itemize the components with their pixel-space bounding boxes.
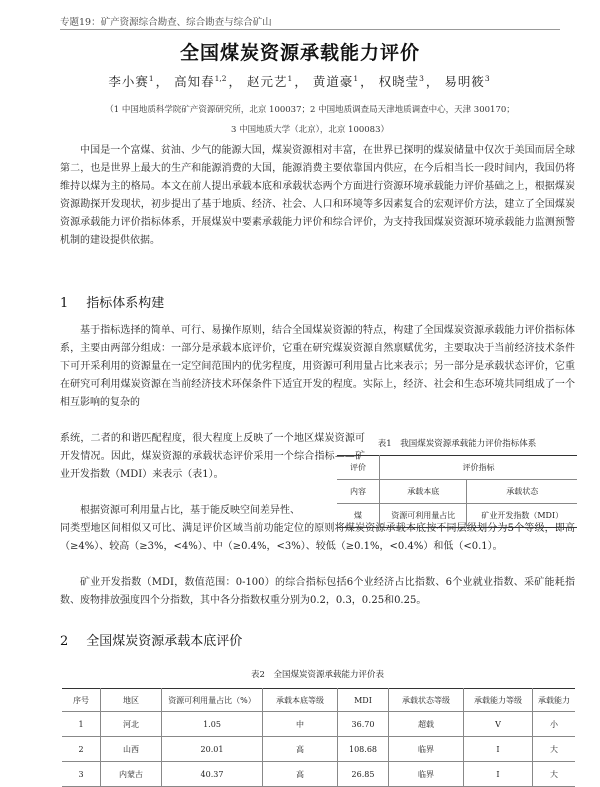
table-cell: 1.05 (162, 712, 263, 737)
table-cell: 矿业开发指数（MDI） (467, 504, 577, 528)
affiliation-line-2: 3 中国地质大学（北京），北京 100083） (230, 125, 389, 135)
section-number: 2 (60, 634, 69, 649)
table-cell: Ⅰ (464, 737, 533, 762)
body-paragraph-2: 根据资源可利用量占比，基于能反映空间差异性、 (80, 505, 300, 516)
author-name: 易明筱 (444, 74, 485, 89)
author-name: 权晓莹 (378, 74, 420, 89)
table-cell: 36.70 (338, 712, 389, 737)
table-cell: 40.37 (162, 762, 263, 787)
table-row (62, 712, 575, 737)
table-cell: 高 (263, 737, 338, 762)
section-title: 全国煤炭资源承载本底评价 (86, 634, 243, 649)
table-cell: 2 (62, 737, 101, 762)
author-affiliation-mark: 3 (484, 73, 490, 83)
table-cell: 评价指标 (380, 456, 578, 480)
running-head: 专题19：矿产资源综合勘查、综合勘查与综合矿山 (60, 17, 272, 28)
section-number: 1 (60, 296, 69, 311)
column-header: 承载状态等级 (389, 689, 464, 712)
table-row (337, 456, 577, 480)
column-header: 承载能力等级 (464, 689, 533, 712)
body-paragraph-1: 基于指标选择的简单、可行、易操作原则，结合全国煤炭资源的特点，构建了全国煤炭资源承载能力评价指标体系，主要由两部分组成：一部分是承载本底评价，它重在研究煤炭资源自然禀赋优劣，主要取决于当前经济技术条件下可开采利用的资源量在一定空间范围内的优劣程度，用资源可利用量占比来表示；另一部分是承载状态评价，它重在研究可利用煤炭资源在当前经济技术环保条件下适宜开发的程度。实际上，经济、社会和生态环境共同组成了一个相互影响的复杂的 (60, 325, 575, 408)
table-cell: 20.01 (162, 737, 263, 762)
table-cell: 临界 (389, 737, 464, 762)
table-row (62, 737, 575, 762)
author-affiliation-mark: 1 (287, 73, 293, 83)
table-cell: 河北 (101, 712, 162, 737)
table-row (62, 762, 575, 787)
table-cell: 1 (62, 712, 101, 737)
table-cell: 临界 (389, 762, 464, 787)
author-name: 李小赛 (108, 74, 149, 89)
column-header: 资源可利用量占比（%） (162, 689, 263, 712)
table-cell: Ⅴ (464, 712, 533, 737)
table-cell: 高 (263, 762, 338, 787)
author-affiliation-mark: 1 (148, 73, 154, 83)
table-row (337, 480, 577, 504)
author-affiliation-mark: 1,2 (214, 73, 227, 83)
table-cell: 3 (62, 762, 101, 787)
table-cell: 内容 (337, 480, 380, 504)
table-header-row (62, 689, 575, 712)
table-cell: 小 (533, 712, 576, 737)
table-cell: 承载状态 (467, 480, 577, 504)
table-cell: 108.68 (338, 737, 389, 762)
column-header: 承载能力 (533, 689, 576, 712)
table-cell: 煤 (354, 511, 362, 520)
table-row (337, 504, 577, 528)
table-cell: 大 (533, 762, 576, 787)
paper-title: 全国煤炭资源承载能力评价 (179, 42, 420, 64)
author-affiliation-mark: 3 (419, 73, 424, 83)
body-paragraph-3: 矿业开发指数（MDI，数值范围：0-100）的综合指标包括6个业经济占比指数、6个业就业指数、采矿能耗指数、废物排放强度四个分指数，其中各分指数权重分别为0.2，0.3，0.25和0.25。 (60, 577, 575, 606)
author-name: 高知春 (174, 74, 215, 89)
table-1 (337, 455, 577, 528)
body-paragraph-1-continued: 系统，二者的和谐匹配程度，很大程度上反映了一个地区煤炭资源可开发情况。因此，煤炭资源的承载状态评价采用一个综合指标——矿业开发指数（MDI）来表示（表1）。 (60, 433, 365, 480)
table-2 (62, 688, 575, 787)
header-rule (60, 29, 560, 30)
table-cell: 26.85 (338, 762, 389, 787)
author-name: 黄道豪 (312, 74, 354, 89)
column-header: MDI (338, 689, 389, 712)
author-name: 赵元艺 (247, 74, 288, 89)
section-title: 指标体系构建 (86, 296, 165, 311)
table-cell: 评价 (337, 456, 380, 480)
table-cell: 超载 (389, 712, 464, 737)
section-heading-1 (60, 292, 164, 311)
abstract-paragraph: 中国是一个富煤、贫油、少气的能源大国，煤炭资源相对丰富，在世界已探明的煤炭储量中仅次于美国而居全球第二，也是世界上最大的生产和能源消费的大国，能源消费主要依靠国内供应，在今后相当长一段时间内，我国仍将维持以煤为主的格局。本文在前人提出承载本底和承载状态两个方面进行资源环境承载能力评价基础之上，根据煤炭资源勘探开发现状，初步提出了基于地质、经济、社会、人口和环境等多因素复合的宏观评价方法，建立了全国煤炭资源承载能力评价指标体系，开展煤炭中要素承载能力评价和综合评价，为支持我国煤炭资源环境承载能力监测预警机制的建设提供依据。 (60, 145, 575, 246)
table-cell: 资源可利用量占比 (380, 504, 467, 528)
author-affiliation-mark: 1 (353, 73, 359, 83)
section-heading-2 (60, 630, 242, 649)
column-header: 序号 (62, 689, 101, 712)
column-header: 承载本底等级 (263, 689, 338, 712)
table-cell: 中 (263, 712, 338, 737)
table-cell: Ⅰ (464, 762, 533, 787)
column-header: 地区 (101, 689, 162, 712)
table-1-caption: 表1 我国煤炭资源承载能力评价指标体系 (377, 439, 537, 449)
table-cell: 山西 (101, 737, 162, 762)
table-cell: 大 (533, 737, 576, 762)
table-cell: 承载本底 (380, 480, 467, 504)
author-list: 李小赛$^1$ ， 高知春$^{1,2}$ ， 赵元艺$^1$ ， 黄道豪$^1$ ， 权晓莹$^3$ ， 易明筱$^3$ (108, 73, 490, 89)
table-cell: 内蒙古 (101, 762, 162, 787)
body-paragraph-2-continued: 同类型地区间相似又可比、满足评价区域当前功能定位的原则将煤炭资源承载本底按不同层级划分为5个等级，即高（≥4%）、较高（≥3%，<4%）、中（≥0.4%，<3%）、较低（≥0.1%，<0.4%）和低（<0.1）。 (60, 523, 575, 552)
table-2-caption: 表2 全国煤炭资源承载能力评价表 (251, 670, 384, 680)
affiliation-line-1: （1 中国地质科学院矿产资源研究所，北京 100037；2 中国地质调查局天津地质调查中心，天津 300170； (105, 105, 515, 115)
